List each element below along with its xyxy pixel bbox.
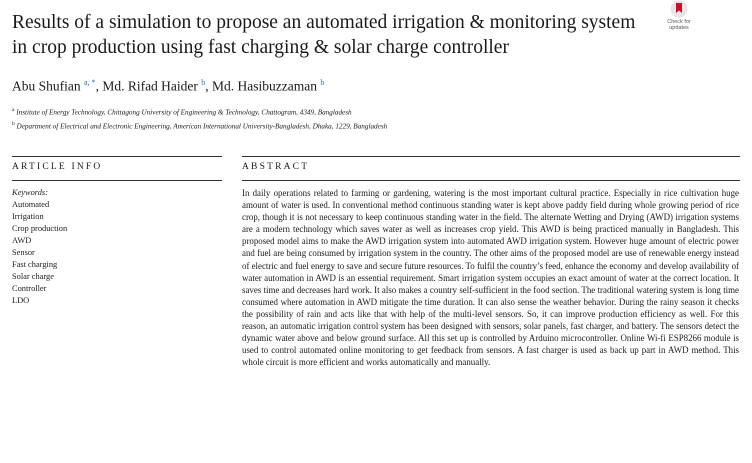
affiliations <box>12 104 387 133</box>
affiliation-mark: a <box>12 107 15 113</box>
keyword: Controller <box>12 284 47 293</box>
author-marks[interactable]: a, * <box>84 78 96 87</box>
author-marks[interactable]: b <box>201 78 206 87</box>
paper-title: Results of a simulation to propose an automated irrigation & monitoring system in crop production using fast charging & solar charge controller <box>12 12 636 58</box>
affiliation-mark: b <box>12 121 15 128</box>
author-name[interactable]: Md. Hasibuzzaman <box>212 78 318 94</box>
article-info-heading: ARTICLE INFO <box>12 162 103 172</box>
divider <box>242 180 740 181</box>
check-for-updates-badge[interactable] <box>660 0 698 34</box>
keyword: Fast charging <box>12 260 58 269</box>
keywords-label: Keywords: <box>12 188 48 197</box>
bookmark-icon <box>670 0 688 18</box>
affiliation-text: Institute of Energy Technology, Chittagong University of Engineering & Technology, Chattogram, 4349, Bangladesh <box>16 108 352 117</box>
author-list: Abu Shufian $^{a, *}$, Md. Rifad Haider $^b$, Md. Hasibuzzaman $^b$ <box>12 78 325 94</box>
keyword: Irrigation <box>12 212 44 221</box>
keyword: AWD <box>12 236 32 245</box>
author-name[interactable]: Md. Rifad Haider <box>102 78 198 94</box>
keyword: Crop production <box>12 224 68 233</box>
keyword: LDO <box>12 296 30 305</box>
divider <box>12 180 222 181</box>
keyword: Sensor <box>12 248 35 257</box>
divider <box>12 156 222 157</box>
author-name[interactable]: Abu Shufian <box>12 78 81 94</box>
divider <box>242 156 740 157</box>
keywords-list <box>12 187 67 307</box>
keyword: Solar charge <box>12 272 54 281</box>
keyword: Automated <box>12 200 50 209</box>
abstract-text: In daily operations related to farming or gardening, watering is the most important cultural practice. Especially in rice cultivation huge amount of water is used. In conventional method continuous standing water is kept above paddy field during whole growing period of rice crop, though it is not necessary to keep continuous standing water in the field. The alternate Wetting and Drying (AWD) irrigation systems are a modern technology which saves water as well as increases crop yield. This AWD is being practiced manually in Bangladesh. This proposed model aims to make the AWD irrigation system into automated AWD irrigation system. However huge amount of electric power and fuel are being consumed by irrigation system in the country. The other aims of the proposed model are use of renewable energy instead of electric and fuel energy to save and secure future resources. To fulfil the country’s feed, enhance the economy and develop availability of water automation in AWD is an essential requirement. Smart irrigation system occupies an exact amount of water at the correct location. It saves time and decreases hard work. It also makes a country self-sufficient in the food section. The traditional watering system is long time consumed where automation in AWD mitigate the time duration. It can also sense the weather behavior. During the rainy season it checks the possibility of rain and acts like that with help of the multi-level sensors. So, it can improve production efficiency as well. For this reason, an automatic irrigation control system has been designed with sensors, solar panels, fast charger, and battery. The sensors detect the dynamic water above and below ground surface. All this set up is controlled by Arduino microcontroller. Online Wi-fi ESP8266 module is used to control automated online monitoring to get feedback from sensors. A fast charger is used as back up part in AWD method. This whole circuit is more efficient and works automatically and manually. <box>242 188 739 368</box>
abstract-heading: ABSTRACT <box>242 162 310 172</box>
check-for-updates-label: Check for updates <box>667 19 691 31</box>
affiliation-item <box>12 118 387 132</box>
affiliation-item <box>12 104 387 118</box>
author-marks[interactable]: b <box>320 78 325 87</box>
affiliation-text: Department of Electrical and Electronic Engineering, American International University-Bangladesh, Dhaka, 1229, Bangladesh <box>16 122 388 131</box>
